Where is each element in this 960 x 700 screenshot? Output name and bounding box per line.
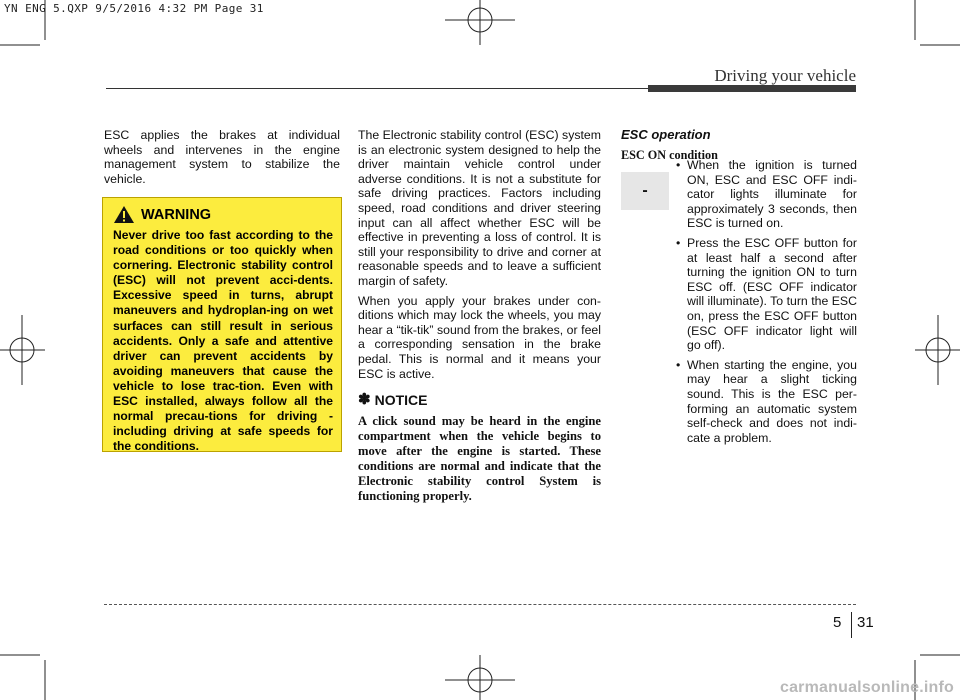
list-item — [676, 358, 857, 446]
intro-paragraph: ESC applies the brakes at individual wheels and intervenes in the engine management system to stabilize the vehicle. — [104, 128, 340, 186]
notice-title: NOTICE — [374, 392, 428, 409]
esc-on-bullet-list — [676, 158, 857, 450]
header-rule — [106, 88, 652, 89]
warning-text: Never drive too fast according to the road conditions or too quickly when cornering. Electronic stability control (ESC) will not prevent acci-dents. Excessive speed in turns, abrupt maneuvers and hydroplan-ing on wet surfaces can still result in serious accidents. Only a safe and attentive driver can prevent accidents by avoiding maneuvers that cause the vehicle to lose trac-tion. Even with ESC installed, always follow all the normal precau-tions for driving - including driving at safe speeds for the conditions. — [113, 228, 333, 454]
notice-text: A click sound may be heard in the engine compartment when the vehicle begins to move after the engine is started. These conditions are normal and indicate that the Electronic stability control System is functioning properly. — [358, 413, 601, 503]
bullet-icon: • — [676, 235, 681, 250]
section-title: Driving your vehicle — [714, 66, 856, 85]
page-number-separator — [851, 612, 852, 638]
brake-sound-paragraph: When you apply your brakes under con-ditions which may lock the wheels, you may hear a “tik-tik” sound from the brakes, or feel a corresponding sensation in the brake pedal. This is normal and it means your ESC is active. — [358, 293, 601, 381]
indicator-placeholder-label: - — [642, 182, 648, 199]
chapter-number: 5 — [833, 614, 842, 631]
page-number: 31 — [857, 614, 874, 631]
header-bar — [648, 85, 856, 92]
bullet-icon: • — [676, 357, 681, 372]
notice-icon: ✽ — [358, 391, 371, 409]
bullet-icon: • — [676, 158, 681, 172]
bullet-text: Press the ESC OFF button for at least half a second after turning the ignition ON to turn ESC off. (ESC OFF indicator will illuminate). To turn the ESC on, press the ESC OFF button (ESC OFF indicator light will go off). — [687, 235, 857, 353]
warning-triangle-icon — [113, 205, 135, 224]
list-item — [676, 236, 857, 353]
indicator-placeholder-box — [621, 172, 669, 210]
esc-operation-heading: ESC operation — [621, 127, 711, 142]
registration-mark-top — [445, 0, 515, 45]
bullet-text: When starting the engine, you may hear a slight ticking sound. This is the ESC per-forming an automatic system self-check and does not indi-cate a problem. — [687, 357, 857, 445]
esc-description-paragraph: The Electronic stability control (ESC) system is an electronic system designed to help the driver maintain vehicle control under adverse conditions. It is not a substitute for safe driving practices. Factors including speed, road conditions and driver steering input can all affect whether ESC will be effective in preventing a loss of control. It is still your responsibility to drive and corner at reasonable speeds and to leave a sufficient margin of safety. — [358, 128, 601, 288]
print-slug: YN ENG 5.QXP 9/5/2016 4:32 PM Page 31 — [4, 2, 264, 15]
bullet-text: When the ignition is turned ON, ESC and ESC OFF indi-cator lights illuminate for approximately 3 seconds, then ESC is turned on. — [687, 158, 857, 231]
column-1 — [104, 128, 340, 191]
registration-mark-right — [915, 315, 960, 385]
column-2 — [358, 128, 601, 504]
warning-box — [102, 197, 342, 452]
warning-header — [113, 205, 333, 224]
footer-rule — [104, 604, 856, 605]
list-item — [676, 158, 857, 231]
warning-title: WARNING — [141, 206, 212, 223]
esc-on-condition-subheading: ESC ON condition — [621, 147, 718, 162]
registration-mark-left — [0, 315, 45, 385]
registration-mark-bottom — [445, 655, 515, 700]
notice-heading — [358, 393, 601, 408]
watermark: carmanualsonline.info — [779, 679, 954, 696]
